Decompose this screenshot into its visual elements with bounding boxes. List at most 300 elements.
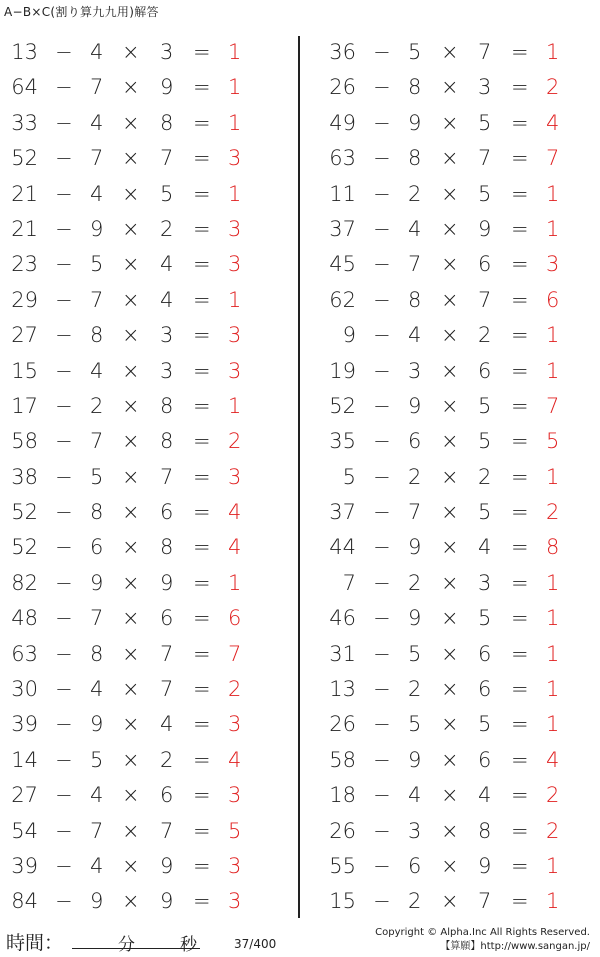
multiplicand: 4 bbox=[408, 216, 422, 241]
multiplier: 7 bbox=[160, 818, 174, 843]
problem-row bbox=[0, 672, 298, 707]
site-link[interactable]: 【算願】http://www.sangan.jp/ bbox=[440, 941, 590, 952]
problem-row bbox=[300, 849, 600, 884]
answer: 3 bbox=[228, 358, 242, 383]
minuend: 29 bbox=[11, 287, 38, 312]
times-sign: × bbox=[122, 783, 140, 808]
problem-row bbox=[300, 778, 600, 813]
minus-sign: − bbox=[373, 40, 391, 64]
multiplier: 5 bbox=[160, 181, 174, 206]
times-sign: × bbox=[441, 146, 459, 171]
times-sign: × bbox=[122, 216, 140, 241]
answer: 3 bbox=[228, 252, 242, 277]
times-sign: × bbox=[441, 535, 459, 560]
answer: 1 bbox=[546, 677, 560, 702]
answer: 1 bbox=[228, 181, 242, 206]
multiplicand: 6 bbox=[90, 535, 104, 560]
multiplier: 7 bbox=[160, 677, 174, 702]
answer: 8 bbox=[546, 535, 560, 560]
minus-sign: − bbox=[373, 783, 391, 808]
multiplicand: 2 bbox=[408, 570, 422, 595]
answer: 2 bbox=[228, 677, 242, 702]
multiplicand: 5 bbox=[408, 712, 422, 737]
minus-sign: − bbox=[373, 500, 391, 525]
multiplier: 6 bbox=[160, 783, 174, 808]
multiplier: 5 bbox=[478, 181, 492, 206]
answer: 4 bbox=[228, 500, 242, 525]
equals-sign: = bbox=[511, 216, 529, 241]
answer: 4 bbox=[228, 535, 242, 560]
equals-sign: = bbox=[193, 641, 211, 666]
minuend: 7 bbox=[342, 570, 356, 595]
multiplicand: 9 bbox=[408, 535, 422, 560]
times-sign: × bbox=[122, 146, 140, 171]
answer: 2 bbox=[228, 429, 242, 454]
equals-sign: = bbox=[193, 40, 211, 64]
equals-sign: = bbox=[193, 287, 211, 312]
multiplicand: 7 bbox=[408, 500, 422, 525]
multiplier: 9 bbox=[160, 889, 174, 914]
minuend: 9 bbox=[342, 323, 356, 348]
answer: 1 bbox=[546, 712, 560, 737]
multiplicand: 7 bbox=[90, 429, 104, 454]
multiplicand: 7 bbox=[90, 606, 104, 631]
answer: 6 bbox=[546, 287, 560, 312]
minuend: 19 bbox=[329, 358, 356, 383]
problem-row bbox=[300, 318, 600, 353]
multiplicand: 5 bbox=[408, 40, 422, 64]
equals-sign: = bbox=[193, 181, 211, 206]
minus-sign: − bbox=[55, 40, 73, 64]
multiplicand: 9 bbox=[408, 606, 422, 631]
answer: 3 bbox=[228, 889, 242, 914]
times-sign: × bbox=[122, 606, 140, 631]
problem-row bbox=[0, 70, 298, 105]
minus-sign: − bbox=[373, 535, 391, 560]
minus-sign: − bbox=[373, 464, 391, 489]
equals-sign: = bbox=[193, 606, 211, 631]
answer: 7 bbox=[546, 146, 560, 171]
equals-sign: = bbox=[511, 75, 529, 100]
equals-sign: = bbox=[193, 712, 211, 737]
problem-row bbox=[0, 814, 298, 849]
minuend: 26 bbox=[329, 75, 356, 100]
page-number: 37/400 bbox=[234, 937, 277, 951]
multiplier: 7 bbox=[478, 889, 492, 914]
times-sign: × bbox=[122, 818, 140, 843]
answer: 4 bbox=[546, 110, 560, 135]
multiplicand: 2 bbox=[408, 464, 422, 489]
multiplicand: 4 bbox=[90, 110, 104, 135]
answer: 1 bbox=[546, 181, 560, 206]
answer: 6 bbox=[228, 606, 242, 631]
multiplicand: 9 bbox=[408, 110, 422, 135]
multiplier: 7 bbox=[160, 641, 174, 666]
multiplier: 8 bbox=[160, 429, 174, 454]
answer: 1 bbox=[546, 641, 560, 666]
minuend: 26 bbox=[329, 712, 356, 737]
minus-sign: − bbox=[373, 181, 391, 206]
answer: 1 bbox=[546, 358, 560, 383]
problem-row bbox=[0, 884, 298, 919]
minuend: 55 bbox=[329, 853, 356, 878]
answer: 1 bbox=[546, 464, 560, 489]
multiplier: 2 bbox=[478, 464, 492, 489]
equals-sign: = bbox=[511, 500, 529, 525]
equals-sign: = bbox=[511, 40, 529, 64]
minus-sign: − bbox=[373, 287, 391, 312]
minuend: 52 bbox=[11, 146, 38, 171]
minus-sign: − bbox=[373, 216, 391, 241]
multiplier: 7 bbox=[160, 146, 174, 171]
minuend: 15 bbox=[329, 889, 356, 914]
minus-sign: − bbox=[55, 606, 73, 631]
times-sign: × bbox=[122, 641, 140, 666]
minuend: 39 bbox=[11, 712, 38, 737]
problem-row bbox=[0, 778, 298, 813]
equals-sign: = bbox=[193, 535, 211, 560]
equals-sign: = bbox=[511, 818, 529, 843]
multiplier: 8 bbox=[478, 818, 492, 843]
multiplicand: 8 bbox=[90, 641, 104, 666]
times-sign: × bbox=[441, 747, 459, 772]
minus-sign: − bbox=[373, 75, 391, 100]
multiplier: 2 bbox=[478, 323, 492, 348]
minus-sign: − bbox=[55, 393, 73, 418]
problem-row bbox=[300, 389, 600, 424]
multiplicand: 9 bbox=[90, 216, 104, 241]
minus-sign: − bbox=[55, 287, 73, 312]
multiplicand: 3 bbox=[408, 818, 422, 843]
answer: 3 bbox=[228, 712, 242, 737]
multiplicand: 4 bbox=[90, 677, 104, 702]
minus-sign: − bbox=[373, 853, 391, 878]
times-sign: × bbox=[441, 40, 459, 64]
answer: 1 bbox=[546, 323, 560, 348]
equals-sign: = bbox=[511, 641, 529, 666]
problem-row bbox=[0, 247, 298, 282]
minuend: 84 bbox=[11, 889, 38, 914]
minuend: 13 bbox=[329, 677, 356, 702]
problem-row bbox=[0, 283, 298, 318]
right-problem-column bbox=[300, 35, 600, 920]
equals-sign: = bbox=[511, 889, 529, 914]
problem-row bbox=[300, 601, 600, 636]
equals-sign: = bbox=[193, 677, 211, 702]
multiplicand: 4 bbox=[90, 40, 104, 64]
times-sign: × bbox=[441, 323, 459, 348]
multiplier: 3 bbox=[478, 75, 492, 100]
multiplicand: 2 bbox=[408, 889, 422, 914]
minus-sign: − bbox=[373, 712, 391, 737]
minuend: 54 bbox=[11, 818, 38, 843]
equals-sign: = bbox=[511, 464, 529, 489]
times-sign: × bbox=[441, 358, 459, 383]
multiplicand: 7 bbox=[90, 75, 104, 100]
left-problem-column bbox=[0, 35, 298, 920]
multiplier: 3 bbox=[160, 40, 174, 64]
multiplier: 5 bbox=[478, 606, 492, 631]
multiplicand: 5 bbox=[408, 641, 422, 666]
problem-row bbox=[300, 637, 600, 672]
equals-sign: = bbox=[511, 783, 529, 808]
equals-sign: = bbox=[511, 146, 529, 171]
problem-row bbox=[0, 212, 298, 247]
times-sign: × bbox=[122, 677, 140, 702]
multiplicand: 7 bbox=[90, 818, 104, 843]
equals-sign: = bbox=[511, 606, 529, 631]
answer: 1 bbox=[546, 570, 560, 595]
problem-row bbox=[300, 672, 600, 707]
times-sign: × bbox=[441, 429, 459, 454]
problem-row bbox=[300, 247, 600, 282]
multiplicand: 9 bbox=[90, 712, 104, 737]
problem-row bbox=[300, 814, 600, 849]
problem-row bbox=[300, 884, 600, 919]
minuend: 31 bbox=[329, 641, 356, 666]
minuend: 48 bbox=[11, 606, 38, 631]
minus-sign: − bbox=[55, 429, 73, 454]
multiplier: 7 bbox=[478, 40, 492, 64]
problem-row bbox=[300, 530, 600, 565]
equals-sign: = bbox=[511, 677, 529, 702]
answer: 1 bbox=[546, 606, 560, 631]
multiplier: 5 bbox=[478, 500, 492, 525]
minus-sign: − bbox=[55, 110, 73, 135]
problem-row bbox=[300, 283, 600, 318]
problem-row bbox=[0, 637, 298, 672]
times-sign: × bbox=[441, 677, 459, 702]
minutes-label: 分 bbox=[118, 935, 135, 955]
answer: 3 bbox=[228, 464, 242, 489]
minuend: 39 bbox=[11, 853, 38, 878]
multiplicand: 3 bbox=[408, 358, 422, 383]
multiplicand: 9 bbox=[90, 889, 104, 914]
multiplier: 8 bbox=[160, 393, 174, 418]
equals-sign: = bbox=[511, 570, 529, 595]
multiplier: 4 bbox=[160, 287, 174, 312]
problem-row bbox=[0, 389, 298, 424]
answer: 2 bbox=[546, 818, 560, 843]
problem-row bbox=[0, 460, 298, 495]
minuend: 45 bbox=[329, 252, 356, 277]
problem-row bbox=[300, 354, 600, 389]
multiplicand: 9 bbox=[408, 747, 422, 772]
minuend: 21 bbox=[11, 216, 38, 241]
equals-sign: = bbox=[193, 464, 211, 489]
times-sign: × bbox=[122, 535, 140, 560]
minuend: 58 bbox=[329, 747, 356, 772]
problem-row bbox=[0, 566, 298, 601]
answer: 4 bbox=[546, 747, 560, 772]
multiplier: 3 bbox=[160, 358, 174, 383]
minus-sign: − bbox=[373, 747, 391, 772]
equals-sign: = bbox=[193, 252, 211, 277]
times-sign: × bbox=[441, 75, 459, 100]
multiplicand: 4 bbox=[90, 853, 104, 878]
equals-sign: = bbox=[511, 252, 529, 277]
equals-sign: = bbox=[511, 323, 529, 348]
equals-sign: = bbox=[193, 323, 211, 348]
problem-row bbox=[300, 106, 600, 141]
multiplicand: 5 bbox=[90, 747, 104, 772]
times-sign: × bbox=[122, 393, 140, 418]
time-label: 時間： bbox=[6, 932, 64, 954]
multiplier: 3 bbox=[160, 323, 174, 348]
minus-sign: − bbox=[55, 500, 73, 525]
problem-row bbox=[0, 424, 298, 459]
answer: 1 bbox=[546, 216, 560, 241]
multiplier: 2 bbox=[160, 216, 174, 241]
minus-sign: − bbox=[373, 641, 391, 666]
answer: 1 bbox=[228, 75, 242, 100]
multiplicand: 7 bbox=[90, 146, 104, 171]
problem-row bbox=[0, 495, 298, 530]
problem-row bbox=[0, 106, 298, 141]
minus-sign: − bbox=[55, 146, 73, 171]
multiplier: 5 bbox=[478, 712, 492, 737]
multiplier: 6 bbox=[478, 358, 492, 383]
minuend: 64 bbox=[11, 75, 38, 100]
times-sign: × bbox=[122, 464, 140, 489]
minus-sign: − bbox=[55, 358, 73, 383]
multiplicand: 4 bbox=[90, 783, 104, 808]
problem-row bbox=[300, 743, 600, 778]
equals-sign: = bbox=[193, 853, 211, 878]
multiplier: 6 bbox=[478, 677, 492, 702]
equals-sign: = bbox=[193, 75, 211, 100]
multiplier: 5 bbox=[478, 429, 492, 454]
answer: 1 bbox=[546, 889, 560, 914]
times-sign: × bbox=[441, 712, 459, 737]
times-sign: × bbox=[122, 747, 140, 772]
equals-sign: = bbox=[193, 889, 211, 914]
minuend: 63 bbox=[329, 146, 356, 171]
minus-sign: − bbox=[55, 712, 73, 737]
multiplicand: 8 bbox=[408, 146, 422, 171]
minuend: 52 bbox=[11, 535, 38, 560]
multiplicand: 9 bbox=[90, 570, 104, 595]
times-sign: × bbox=[441, 853, 459, 878]
minus-sign: − bbox=[55, 181, 73, 206]
minus-sign: − bbox=[373, 606, 391, 631]
multiplicand: 4 bbox=[90, 358, 104, 383]
problem-row bbox=[300, 424, 600, 459]
answer: 2 bbox=[546, 75, 560, 100]
problem-row bbox=[300, 212, 600, 247]
answer: 5 bbox=[546, 429, 560, 454]
equals-sign: = bbox=[511, 181, 529, 206]
answer: 5 bbox=[228, 818, 242, 843]
multiplier: 5 bbox=[478, 110, 492, 135]
minus-sign: − bbox=[55, 783, 73, 808]
times-sign: × bbox=[441, 252, 459, 277]
multiplier: 9 bbox=[478, 216, 492, 241]
times-sign: × bbox=[441, 606, 459, 631]
minuend: 23 bbox=[11, 252, 38, 277]
problem-row bbox=[0, 354, 298, 389]
times-sign: × bbox=[122, 712, 140, 737]
minus-sign: − bbox=[55, 818, 73, 843]
answer: 1 bbox=[228, 40, 242, 64]
multiplicand: 2 bbox=[408, 181, 422, 206]
minuend: 52 bbox=[329, 393, 356, 418]
minus-sign: − bbox=[373, 110, 391, 135]
multiplicand: 8 bbox=[408, 287, 422, 312]
times-sign: × bbox=[122, 110, 140, 135]
minus-sign: − bbox=[373, 358, 391, 383]
times-sign: × bbox=[122, 500, 140, 525]
multiplicand: 2 bbox=[408, 677, 422, 702]
equals-sign: = bbox=[511, 712, 529, 737]
problem-row bbox=[300, 460, 600, 495]
equals-sign: = bbox=[511, 110, 529, 135]
times-sign: × bbox=[122, 358, 140, 383]
minuend: 26 bbox=[329, 818, 356, 843]
equals-sign: = bbox=[193, 747, 211, 772]
problem-row bbox=[300, 177, 600, 212]
minus-sign: − bbox=[373, 570, 391, 595]
multiplier: 3 bbox=[478, 570, 492, 595]
multiplier: 6 bbox=[478, 252, 492, 277]
equals-sign: = bbox=[511, 747, 529, 772]
answer: 7 bbox=[546, 393, 560, 418]
times-sign: × bbox=[122, 40, 140, 64]
minus-sign: − bbox=[55, 641, 73, 666]
problem-row bbox=[300, 707, 600, 742]
multiplier: 8 bbox=[160, 110, 174, 135]
multiplier: 2 bbox=[160, 747, 174, 772]
multiplier: 9 bbox=[160, 853, 174, 878]
minus-sign: − bbox=[55, 570, 73, 595]
multiplicand: 8 bbox=[90, 323, 104, 348]
answer: 3 bbox=[228, 216, 242, 241]
minus-sign: − bbox=[373, 393, 391, 418]
times-sign: × bbox=[122, 570, 140, 595]
problem-row bbox=[0, 601, 298, 636]
minuend: 18 bbox=[329, 783, 356, 808]
multiplier: 6 bbox=[478, 747, 492, 772]
minuend: 11 bbox=[329, 181, 356, 206]
minuend: 44 bbox=[329, 535, 356, 560]
multiplier: 4 bbox=[160, 252, 174, 277]
minus-sign: − bbox=[55, 75, 73, 100]
minuend: 52 bbox=[11, 500, 38, 525]
equals-sign: = bbox=[511, 358, 529, 383]
problem-row bbox=[0, 530, 298, 565]
equals-sign: = bbox=[193, 146, 211, 171]
multiplier: 7 bbox=[478, 146, 492, 171]
equals-sign: = bbox=[193, 570, 211, 595]
minuend: 38 bbox=[11, 464, 38, 489]
equals-sign: = bbox=[511, 853, 529, 878]
times-sign: × bbox=[441, 393, 459, 418]
multiplier: 6 bbox=[160, 606, 174, 631]
equals-sign: = bbox=[193, 429, 211, 454]
problem-row bbox=[300, 566, 600, 601]
minus-sign: − bbox=[55, 747, 73, 772]
times-sign: × bbox=[122, 287, 140, 312]
minus-sign: − bbox=[55, 252, 73, 277]
minus-sign: − bbox=[373, 252, 391, 277]
minuend: 63 bbox=[11, 641, 38, 666]
multiplicand: 5 bbox=[90, 464, 104, 489]
equals-sign: = bbox=[193, 818, 211, 843]
problem-row bbox=[0, 141, 298, 176]
multiplier: 7 bbox=[478, 287, 492, 312]
multiplicand: 4 bbox=[90, 181, 104, 206]
answer: 3 bbox=[546, 252, 560, 277]
